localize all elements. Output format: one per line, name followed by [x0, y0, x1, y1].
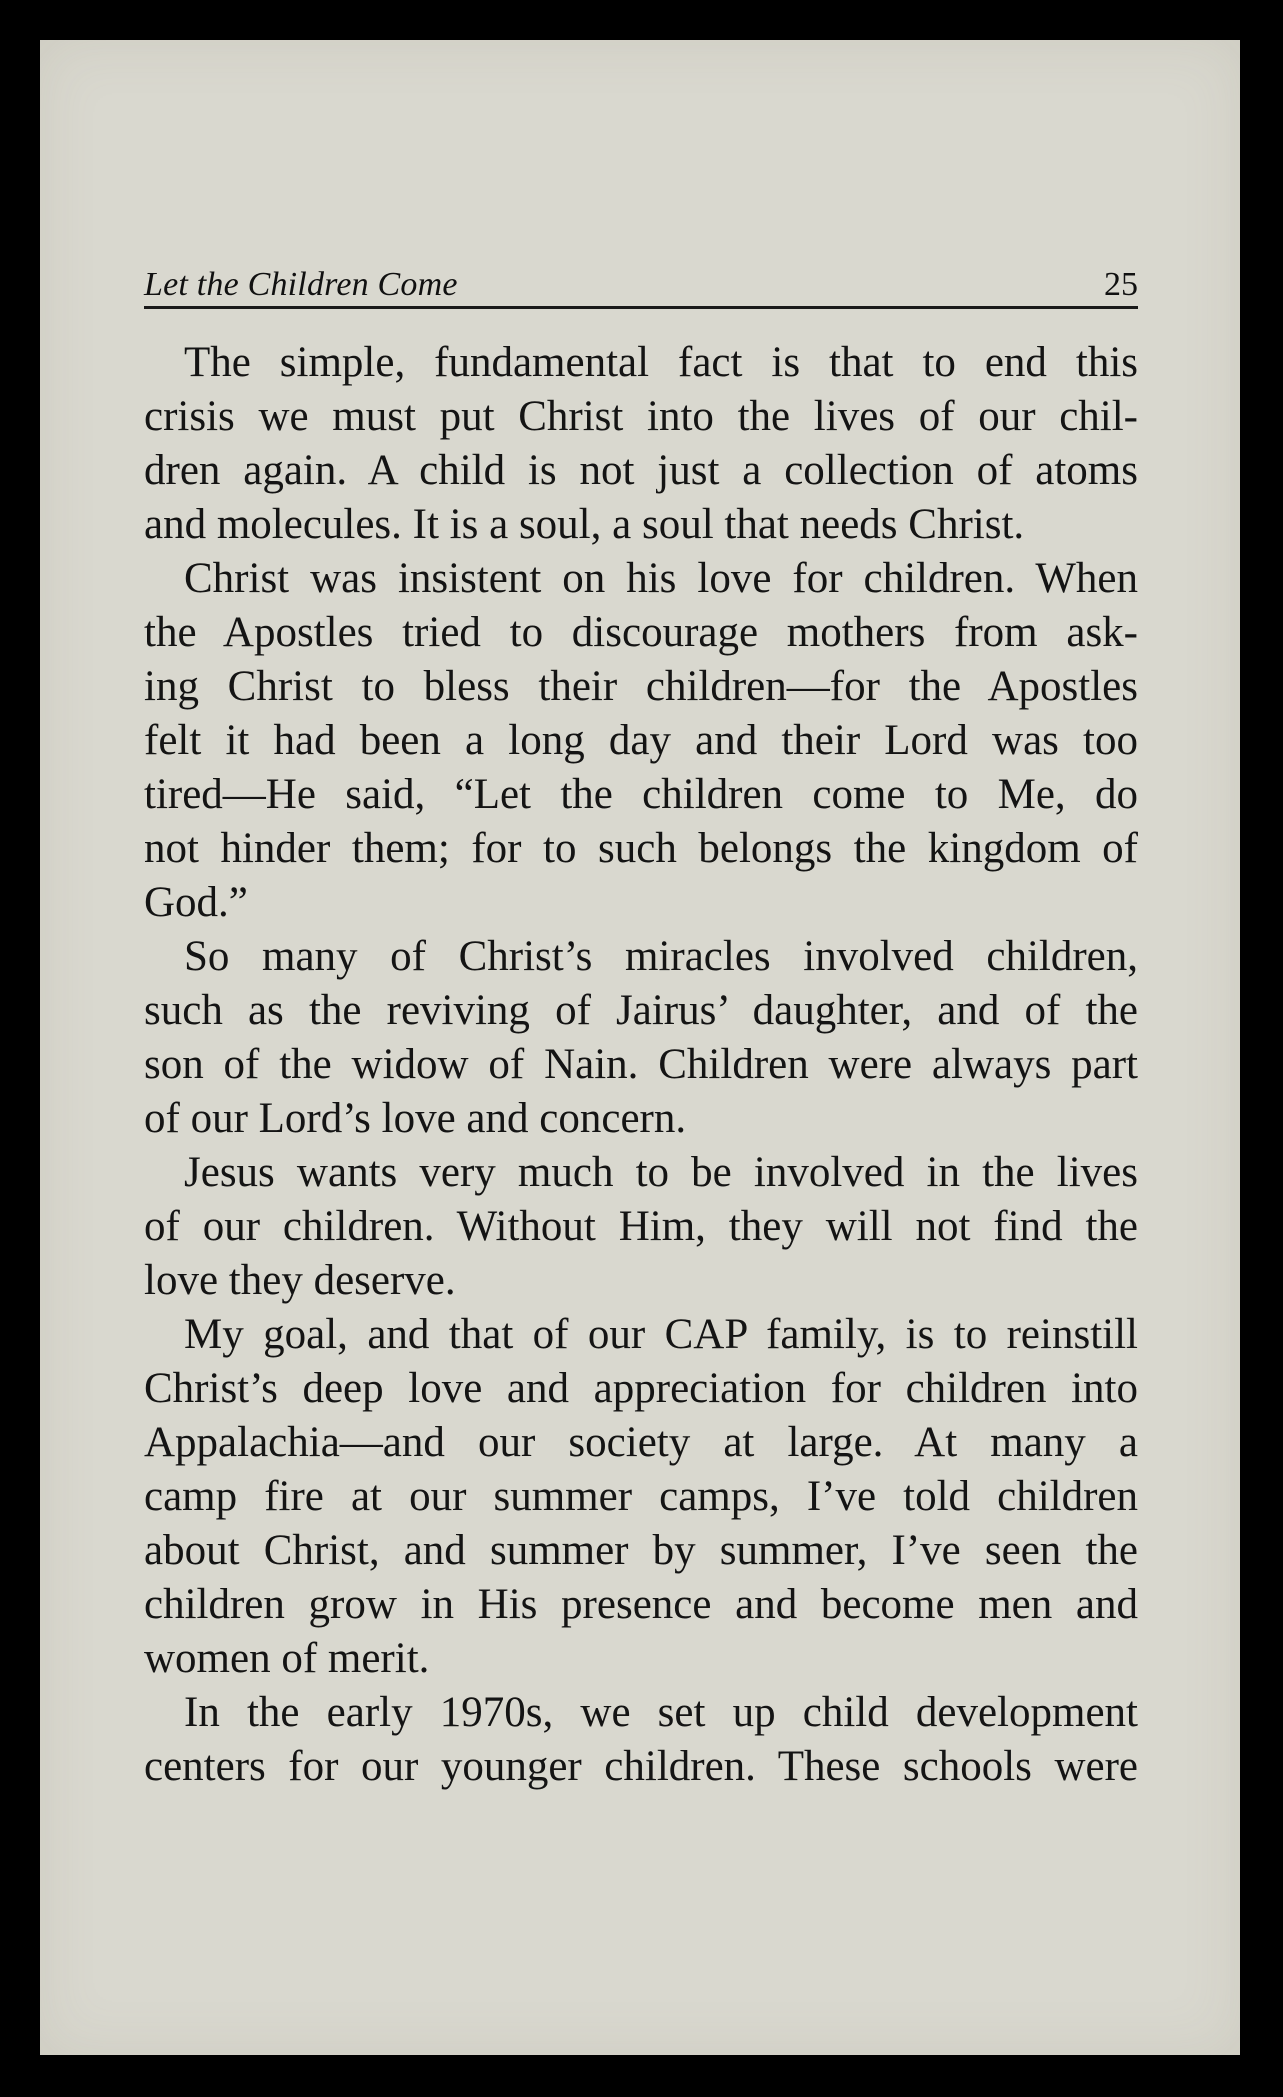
paragraph: [144, 336, 1138, 552]
page-header: [144, 252, 1138, 309]
text-line: of our children. Without Him, they will not find the: [144, 1203, 1138, 1250]
paragraph: [144, 552, 1138, 930]
text-line: ing Christ to bless their children—for the Apostles: [144, 663, 1138, 710]
body-text: [144, 336, 1138, 1794]
text-line: God.”: [144, 879, 248, 926]
text-line: the Apostles tried to discourage mothers from ask-: [144, 609, 1138, 656]
text-line: and molecules. It is a soul, a soul that needs Christ.: [144, 501, 1025, 548]
text-line: of our Lord’s love and concern.: [144, 1095, 687, 1142]
text-line: centers for our younger children. These schools were: [144, 1743, 1138, 1790]
text-line: The simple, fundamental fact is that to end this: [184, 339, 1138, 386]
text-line: In the early 1970s, we set up child development: [184, 1689, 1138, 1736]
text-line: Jesus wants very much to be involved in the lives: [184, 1149, 1138, 1196]
text-line: children grow in His presence and become men and: [144, 1581, 1138, 1628]
paragraph: [144, 1146, 1138, 1308]
text-line: tired—He said, “Let the children come to Me, do: [144, 771, 1138, 818]
paragraph: [144, 930, 1138, 1146]
text-line: about Christ, and summer by summer, I’ve seen the: [144, 1527, 1138, 1574]
text-line: crisis we must put Christ into the lives of our chil-: [144, 393, 1138, 440]
book-page: [40, 40, 1240, 2055]
text-line: son of the widow of Nain. Children were always part: [144, 1041, 1138, 1088]
running-title: Let the Children Come: [144, 266, 458, 303]
text-line: So many of Christ’s miracles involved children,: [184, 933, 1138, 980]
text-line: Appalachia—and our society at large. At many a: [144, 1419, 1138, 1466]
text-line: camp fire at our summer camps, I’ve told children: [144, 1473, 1138, 1520]
paragraph: [144, 1308, 1138, 1686]
text-line: Christ was insistent on his love for children. When: [184, 555, 1138, 602]
text-line: women of merit.: [144, 1635, 430, 1682]
paragraph: [144, 1686, 1138, 1794]
text-line: love they deserve.: [144, 1257, 456, 1304]
text-line: felt it had been a long day and their Lord was too: [144, 717, 1138, 764]
page-number: 25: [1104, 266, 1138, 303]
text-line: My goal, and that of our CAP family, is to reinstill: [184, 1311, 1138, 1358]
text-line: not hinder them; for to such belongs the kingdom of: [144, 825, 1138, 872]
text-line: dren again. A child is not just a collection of atoms: [144, 447, 1138, 494]
text-line: Christ’s deep love and appreciation for children into: [144, 1365, 1138, 1412]
text-line: such as the reviving of Jairus’ daughter, and of the: [144, 987, 1138, 1034]
